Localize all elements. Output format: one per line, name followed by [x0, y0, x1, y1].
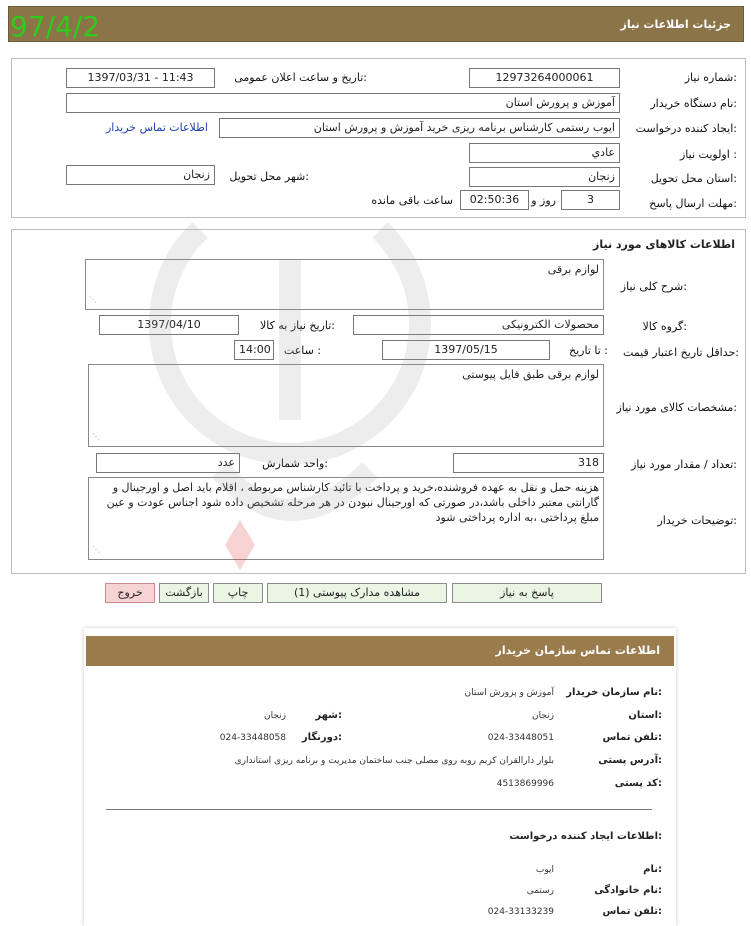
buyer-notes-label: توضیحات خریدار: [657, 514, 737, 527]
buyer-notes-text: هزینه حمل و نقل به عهده فروشنده،خرید و پرداخت با تائید کارشناس مربوطه ، اقلام باید اصل و اورجینال و گارانتی معتبر داخلی باشد،در صورتی که اورجینال نبودن در هر مرحله تشخیص داده شود اجناس عودت و عین مبلغ پرداختی ،به اداره پرداختی شود [106, 481, 599, 524]
contact-city-label: شهر: [315, 710, 342, 721]
deadline-label: مهلت ارسال پاسخ: [649, 197, 737, 210]
hour-label: ساعت : [283, 344, 321, 357]
goods-section-title: اطلاعات کالاهای مورد نیاز [593, 238, 735, 251]
print-button[interactable]: چاپ [213, 583, 263, 603]
contact-province-label: استان: [628, 710, 662, 721]
contact-divider [106, 809, 652, 810]
unit-field: عدد [96, 453, 240, 473]
contact-org-label: نام سازمان خریدار: [566, 687, 662, 698]
back-button[interactable]: بازگشت [159, 583, 209, 603]
deadline-time-text: ساعت باقی مانده [371, 194, 453, 207]
need-number-field: 12973264000061 [469, 68, 620, 88]
general-desc-label: شرح کلی نیاز: [620, 280, 687, 293]
general-desc-text: لوازم برقی [547, 263, 599, 276]
contact-address-value: بلوار دارالقران کریم روبه روی مصلی جنب ساختمان مدیریت و برنامه ریزی استانداری [234, 756, 554, 766]
delivery-city-label: شهر محل تحویل: [229, 170, 309, 183]
exit-button[interactable]: خروج [105, 583, 155, 603]
to-date-label: تا تاریخ : [569, 344, 608, 357]
buyer-contact-link[interactable]: اطلاعات تماس خریدار [106, 121, 208, 134]
resize-grip-icon[interactable]: ⋰ [92, 432, 100, 441]
contact-fax-label: دورنگار: [301, 732, 342, 743]
contact-phone-label: تلفن تماس: [602, 732, 662, 743]
goods-group-field: محصولات الکترونیکی [353, 315, 604, 335]
buyer-notes-field [88, 477, 604, 560]
buyer-contact-card [84, 628, 676, 926]
delivery-city-field: زنجان [66, 165, 215, 185]
hour-field: 14:00 [234, 340, 274, 360]
requester-label: ایجاد کننده درخواست: [635, 122, 737, 135]
contact-address-label: آدرس پستی: [598, 755, 662, 766]
date-stamp: 97/4/2 [10, 10, 101, 43]
need-date-field: 1397/04/10 [99, 315, 239, 335]
creator-phone-label: تلفن تماس: [602, 906, 662, 917]
need-number-label: شماره نیاز: [684, 71, 737, 84]
page-header [8, 6, 744, 42]
contact-org-value: آموزش و پرورش استان [464, 688, 554, 698]
quantity-field: 318 [453, 453, 604, 473]
deadline-days-field: 3 [561, 190, 620, 210]
delivery-province-label: استان محل تحویل: [650, 172, 737, 185]
contact-city-value: زنجان [263, 711, 286, 721]
resize-grip-icon[interactable]: ⋰ [92, 545, 100, 554]
creator-name-label: نام: [643, 864, 662, 875]
contact-postal-value: 4513869996 [496, 779, 554, 789]
specs-text: لوازم برقی طبق فایل پیوستی [462, 368, 599, 381]
deadline-time-field: 02:50:36 [460, 190, 529, 210]
reply-button[interactable]: پاسخ به نیاز [452, 583, 602, 603]
creator-phone-value: 024-33133239 [487, 907, 554, 917]
contact-fax-value: 024-33448058 [219, 733, 286, 743]
contact-card-title: اطلاعات تماس سازمان خریدار [495, 644, 660, 657]
resize-grip-icon[interactable]: ⋰ [89, 295, 97, 304]
delivery-province-field: زنجان [469, 167, 620, 187]
buyer-org-field: آموزش و پرورش استان [66, 93, 620, 113]
quantity-label: تعداد / مقدار مورد نیاز: [631, 458, 737, 471]
requester-field: ایوب رستمی کارشناس برنامه ریزی خرید آموزش و پرورش استان [219, 118, 620, 138]
contact-postal-label: کد پستی: [614, 778, 662, 789]
deadline-days-text: روز و [531, 194, 556, 207]
price-validity-label: حداقل تاریخ اعتبار قیمت: [623, 346, 739, 359]
specs-label: مشخصات کالای مورد نیاز: [616, 401, 737, 414]
announce-label: تاریخ و ساعت اعلان عمومی: [234, 71, 367, 84]
need-date-label: تاریخ نیاز به کالا: [260, 319, 335, 332]
unit-label: واحد شمارش: [262, 457, 328, 470]
creator-section-title: اطلاعات ایجاد کننده درخواست: [509, 831, 662, 842]
attachments-button[interactable]: مشاهده مدارک پیوستی (1) [267, 583, 447, 603]
creator-name-value: ایوب [535, 865, 554, 875]
to-date-field: 1397/05/15 [382, 340, 550, 360]
creator-family-value: رستمی [526, 886, 554, 896]
creator-family-label: نام خانوادگی: [594, 885, 662, 896]
contact-phone-value: 024-33448051 [487, 733, 554, 743]
general-desc-field [85, 259, 604, 310]
priority-field: عادي [469, 143, 620, 163]
goods-group-label: گروه کالا: [642, 320, 687, 333]
contact-card-header [86, 636, 674, 666]
specs-field [88, 364, 604, 447]
buyer-org-label: نام دستگاه خریدار: [650, 97, 737, 110]
page-title: جزئیات اطلاعات نیاز [620, 18, 731, 31]
announce-field: 1397/03/31 - 11:43 [66, 68, 215, 88]
priority-label: اولویت نیاز : [679, 148, 737, 161]
contact-province-value: زنجان [531, 711, 554, 721]
